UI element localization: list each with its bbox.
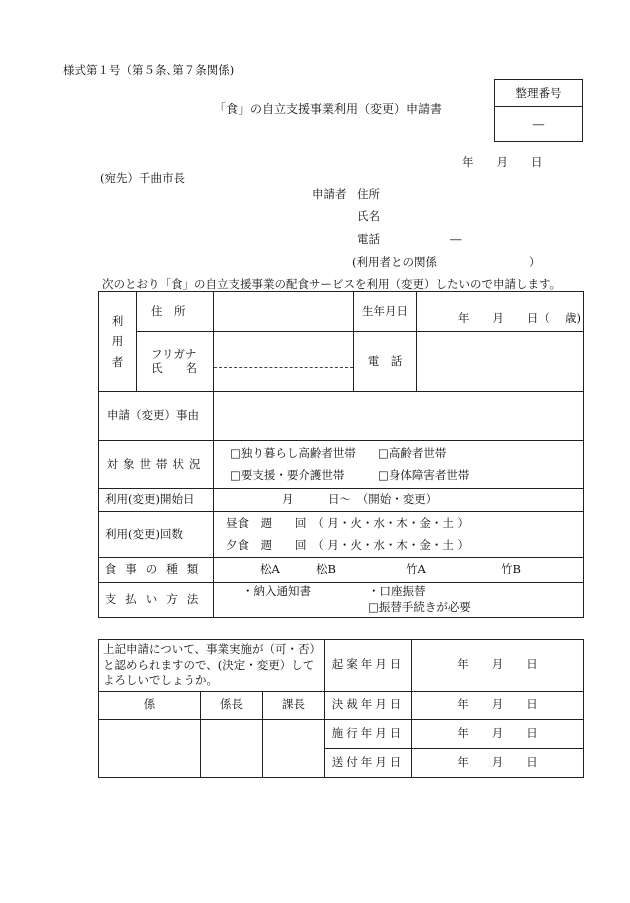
meal-type-option[interactable]: 松A: [260, 561, 280, 576]
meal-type-option[interactable]: 竹A: [406, 561, 426, 576]
applicant-phone-dash: ―: [450, 232, 462, 246]
payment-option-notice[interactable]: ・納入通知書: [242, 584, 311, 599]
start-date-label: 利用(変更)開始日: [99, 489, 214, 512]
section-chief-label: 課長: [263, 691, 325, 719]
applicant-role: 申請者: [312, 187, 347, 201]
household-option-elderly-alone[interactable]: □独り暮らし高齢者世帯: [230, 445, 356, 460]
household-option-disabled[interactable]: □身体障害者世帯: [378, 467, 470, 482]
user-name-label: 氏 名: [151, 360, 197, 375]
birthdate-label: 生年月日: [354, 292, 417, 332]
applicant-phone-label: 電話: [357, 232, 380, 246]
count-label: 利用(変更)回数: [99, 512, 214, 558]
chief-stamp-cell[interactable]: [201, 719, 263, 777]
form-number: 様式第１号（第５条､第７条関係): [63, 63, 235, 77]
chief-label: 係長: [201, 691, 263, 719]
user-address-label: 住 所: [137, 292, 214, 332]
document-title: 「食」の自立支援事業利用（変更）申請書: [214, 102, 443, 116]
reason-label: 申請（変更）事由: [99, 392, 214, 441]
reference-number-title: 整理番号: [495, 80, 582, 107]
meal-type-option[interactable]: 竹B: [501, 561, 521, 576]
lunch-count-line[interactable]: 昼食 週 回 （ 月・火・水・木・金・土 ）: [226, 516, 470, 530]
payment-transfer-procedure[interactable]: □振替手続きが必要: [368, 599, 471, 614]
payment-label: 支払い方法: [99, 582, 214, 617]
meal-type-option[interactable]: 松B: [316, 561, 336, 576]
decision-date-label: 決裁年月日: [325, 691, 412, 719]
user-label-cell: [99, 292, 137, 392]
household-option-elderly[interactable]: □高齢者世帯: [378, 445, 447, 460]
meal-type-label: 食事の種類: [99, 557, 214, 582]
application-table: [98, 291, 584, 618]
send-date-label: 送付年月日: [325, 748, 412, 777]
draft-date-value[interactable]: 年 月 日: [412, 640, 584, 692]
approval-table: [98, 639, 584, 778]
user-phone-field[interactable]: [417, 332, 584, 392]
addressee: (宛先）千曲市長: [100, 171, 185, 185]
household-label: 対象世帯状況: [99, 441, 214, 489]
payment-option-transfer[interactable]: ・口座振替: [368, 584, 426, 599]
staff-stamp-cell[interactable]: [99, 719, 201, 777]
birthdate-value[interactable]: 年 月 日（ 歳): [417, 292, 584, 332]
reference-number-value: ―: [532, 117, 545, 131]
draft-date-label: 起案年月日: [325, 640, 412, 692]
send-date-value[interactable]: 年 月 日: [412, 748, 584, 777]
dinner-count-line[interactable]: 夕食 週 回 （ 月・火・水・木・金・土 ）: [226, 538, 470, 553]
applicant-relation: (利用者との関係 ）: [352, 255, 541, 269]
section-chief-stamp-cell[interactable]: [263, 719, 325, 777]
user-name-label-cell: [137, 332, 214, 392]
reason-field[interactable]: [214, 392, 584, 441]
household-options: [214, 441, 584, 489]
furigana-divider: [214, 355, 353, 368]
enforce-date-value[interactable]: 年 月 日: [412, 719, 584, 748]
furigana-label: フリガナ: [151, 346, 197, 361]
household-option-care[interactable]: □要支援・要介護世帯: [230, 467, 345, 482]
intro-text: 次のとおり「食」の自立支援事業の配食サービスを利用（変更）したいので申請します。: [102, 277, 562, 291]
date-line: 年 月 日: [462, 155, 543, 169]
applicant-address-label: 住所: [357, 187, 380, 201]
meal-type-options: [214, 557, 584, 582]
user-label-char: 者: [111, 354, 124, 369]
staff-label: 係: [99, 691, 201, 719]
approval-request-text: 上記申請について、事業実施が（可・否）と認められますので、(決定・変更）してよろしいでしょうか。: [99, 640, 325, 692]
count-field: [214, 512, 584, 558]
user-address-field[interactable]: [214, 292, 354, 332]
user-label-char: 利: [111, 314, 124, 329]
start-date-value[interactable]: 月 日～ （開始・変更）: [214, 489, 584, 512]
decision-date-value[interactable]: 年 月 日: [412, 691, 584, 719]
user-label-char: 用: [111, 334, 124, 349]
user-phone-label: 電 話: [354, 332, 417, 392]
reference-number-box: [494, 79, 583, 142]
applicant-name-label: 氏名: [357, 209, 380, 223]
user-name-field[interactable]: [214, 332, 354, 392]
payment-options: [214, 582, 584, 617]
enforce-date-label: 施行年月日: [325, 719, 412, 748]
